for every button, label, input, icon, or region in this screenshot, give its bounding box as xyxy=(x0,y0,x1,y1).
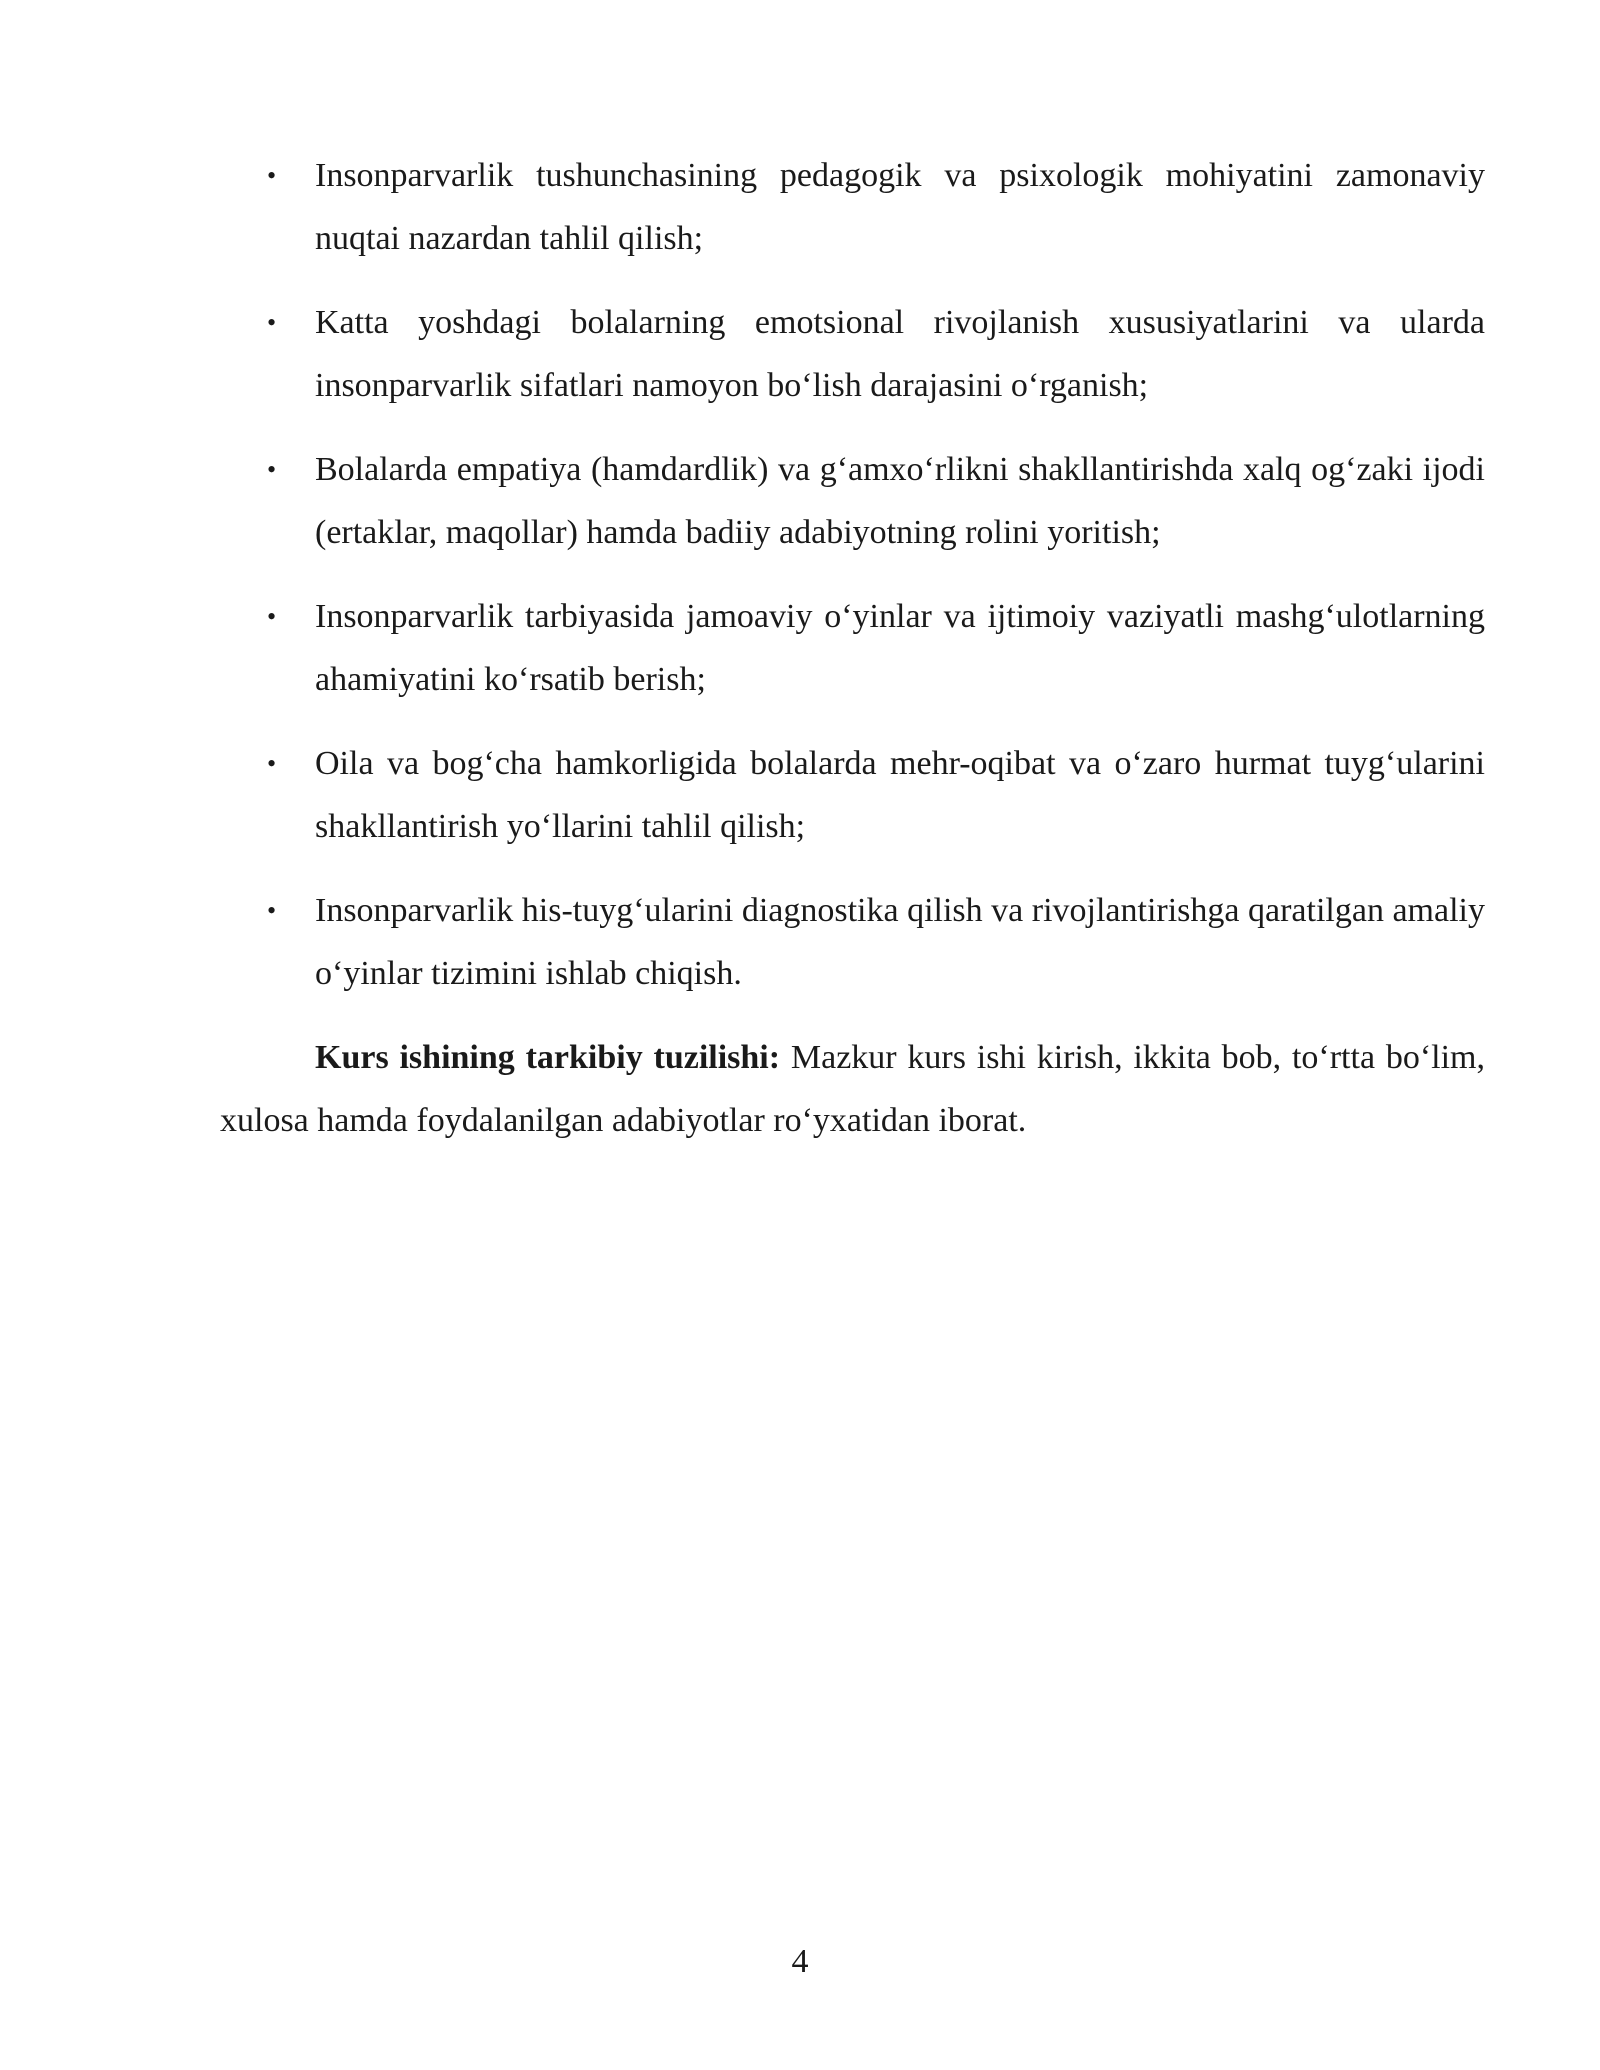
list-item xyxy=(220,585,1485,711)
structure-text: Mazkur kurs ishi kirish, ikkita bob, to‘rtta bo‘lim, xulosa hamda foydalanilgan adabiyotlar ro‘yxatidan iborat. xyxy=(220,1039,1486,1139)
page-number: 4 xyxy=(791,1943,809,1980)
list-item xyxy=(220,144,1485,270)
structure-label: Kurs ishining tarkibiy tuzilishi: xyxy=(315,1039,781,1076)
list-item xyxy=(220,879,1485,1005)
list-item xyxy=(220,438,1485,564)
list-item-text: Oila va bog‘cha hamkorligida bolalarda mehr-oqibat va o‘zaro hurmat tuyg‘ularini shakllantirish yo‘llarini tahlil qilish; xyxy=(315,745,1485,845)
page-content xyxy=(220,144,1485,1152)
list-item xyxy=(220,732,1485,858)
bullet-icon: • xyxy=(267,161,277,190)
bullet-icon: • xyxy=(267,896,277,925)
bullet-icon: • xyxy=(267,308,277,337)
list-item xyxy=(220,291,1485,417)
list-item-text: Insonparvarlik tarbiyasida jamoaviy o‘yinlar va ijtimoiy vaziyatli mashg‘ulotlarning ahamiyatini ko‘rsatib berish; xyxy=(315,598,1485,698)
bullet-icon: • xyxy=(267,455,277,484)
list-item-text: Insonparvarlik his-tuyg‘ularini diagnostika qilish va rivojlantirishga qaratilgan amaliy o‘yinlar tizimini ishlab chiqish. xyxy=(315,892,1485,992)
bullet-icon: • xyxy=(267,749,277,778)
structure-paragraph xyxy=(220,1026,1485,1152)
list-item-text: Katta yoshdagi bolalarning emotsional rivojlanish xususiyatlarini va ularda insonparvarlik sifatlari namoyon bo‘lish darajasini o‘rganish; xyxy=(315,304,1485,404)
list-item-text: Bolalarda empatiya (hamdardlik) va g‘amxo‘rlikni shakllantirishda xalq og‘zaki ijodi (ertaklar, maqollar) hamda badiiy adabiyotning rolini yoritish; xyxy=(315,451,1485,551)
objectives-list xyxy=(220,144,1485,1005)
list-item-text: Insonparvarlik tushunchasining pedagogik va psixologik mohiyatini zamonaviy nuqtai nazardan tahlil qilish; xyxy=(315,157,1485,257)
bullet-icon: • xyxy=(267,602,277,631)
